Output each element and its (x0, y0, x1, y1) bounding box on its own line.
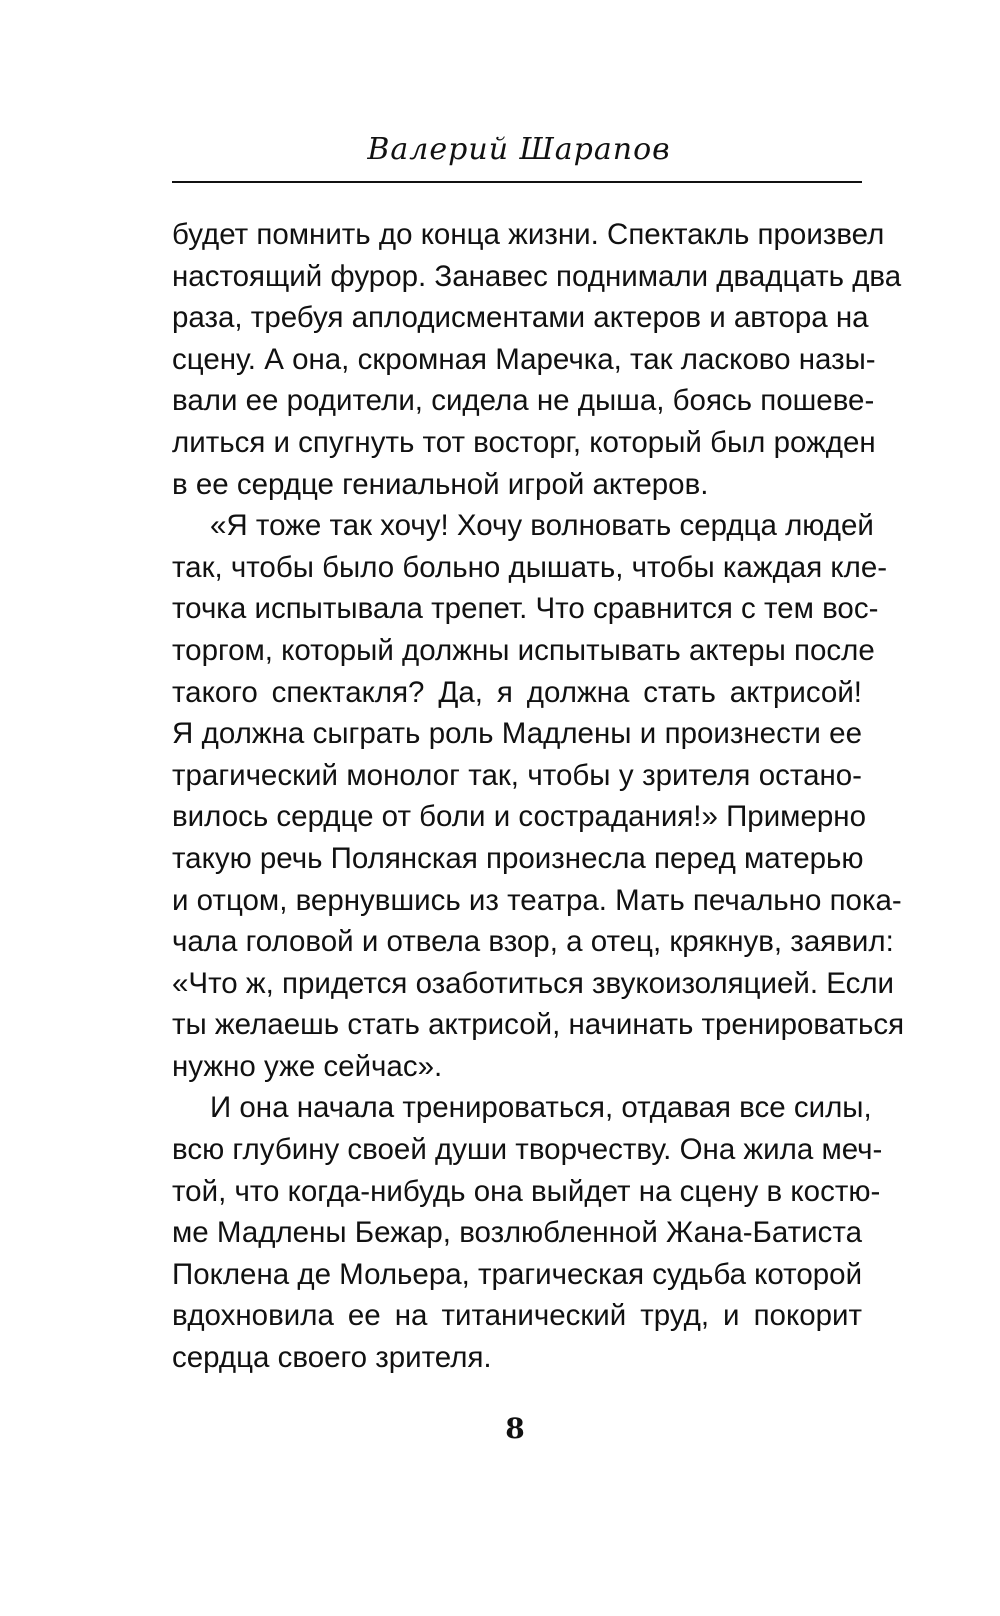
text-line: торгом, который должны испытывать актеры после (172, 633, 875, 667)
text-line: вдохновила ее на титанический труд, и покорит (172, 1299, 862, 1333)
text-line: той, что когда-нибудь она выйдет на сцену в костю- (172, 1174, 881, 1208)
text-line: нужно уже сейчас». (172, 1049, 443, 1083)
text-line: ме Мадлены Бежар, возлюбленной Жана-Батиста (172, 1216, 862, 1250)
text-line: вилось сердце от боли и сострадания!» Примерно (172, 800, 866, 834)
text-line: так, чтобы было больно дышать, чтобы каждая кле- (172, 550, 888, 584)
text-line: в ее сердце гениальной игрой актеров. (172, 467, 709, 501)
body-text (172, 214, 905, 1379)
text-line: И она начала тренироваться, отдавая все силы, (210, 1091, 872, 1125)
paragraph-2 (172, 505, 905, 1087)
text-line: «Что ж, придется озаботиться звукоизоляцией. Если (172, 966, 895, 1000)
text-line: раза, требуя аплодисментами актеров и автора на (172, 301, 869, 335)
text-line: вали ее родители, сидела не дыша, боясь пошеве- (172, 384, 875, 418)
text-line: Поклена де Мольера, трагическая судьба которой (172, 1257, 863, 1291)
paragraph-1 (172, 214, 902, 505)
text-line: точка испытывала трепет. Что сравнится с тем вос- (172, 592, 879, 626)
text-line: будет помнить до конца жизни. Спектакль произвел (172, 218, 885, 251)
text-line: трагический монолог так, чтобы у зрителя остано- (172, 758, 862, 792)
text-line: чала головой и отвела взор, а отец, крякнув, заявил: (172, 925, 894, 959)
text-line: всю глубину своей души творчеству. Она жила меч- (172, 1133, 883, 1167)
paragraph-3 (172, 1087, 883, 1378)
text-line: ты желаешь стать актрисой, начинать тренироваться (172, 1008, 905, 1042)
running-head-author: Валерий Шарапов (367, 132, 671, 167)
text-line: настоящий фурор. Занавес поднимали двадцать два (172, 259, 902, 293)
text-line: сердца своего зрителя. (172, 1341, 492, 1375)
text-line: такую речь Полянская произнесла перед матерью (172, 841, 864, 875)
text-line: и отцом, вернувшись из театра. Мать печально пока- (172, 883, 902, 917)
text-line: «Я тоже так хочу! Хочу волновать сердца людей (210, 509, 874, 543)
text-line: такого спектакля? Да, я должна стать актрисой! (172, 675, 862, 709)
text-line: сцену. А она, скромная Маречка, так ласково назы- (172, 342, 876, 376)
page-number: 8 (505, 1412, 525, 1445)
text-line: литься и спугнуть тот восторг, который был рожден (172, 425, 876, 459)
text-line: Я должна сыграть роль Мадлены и произнести ее (172, 717, 862, 751)
header-rule (172, 181, 862, 183)
